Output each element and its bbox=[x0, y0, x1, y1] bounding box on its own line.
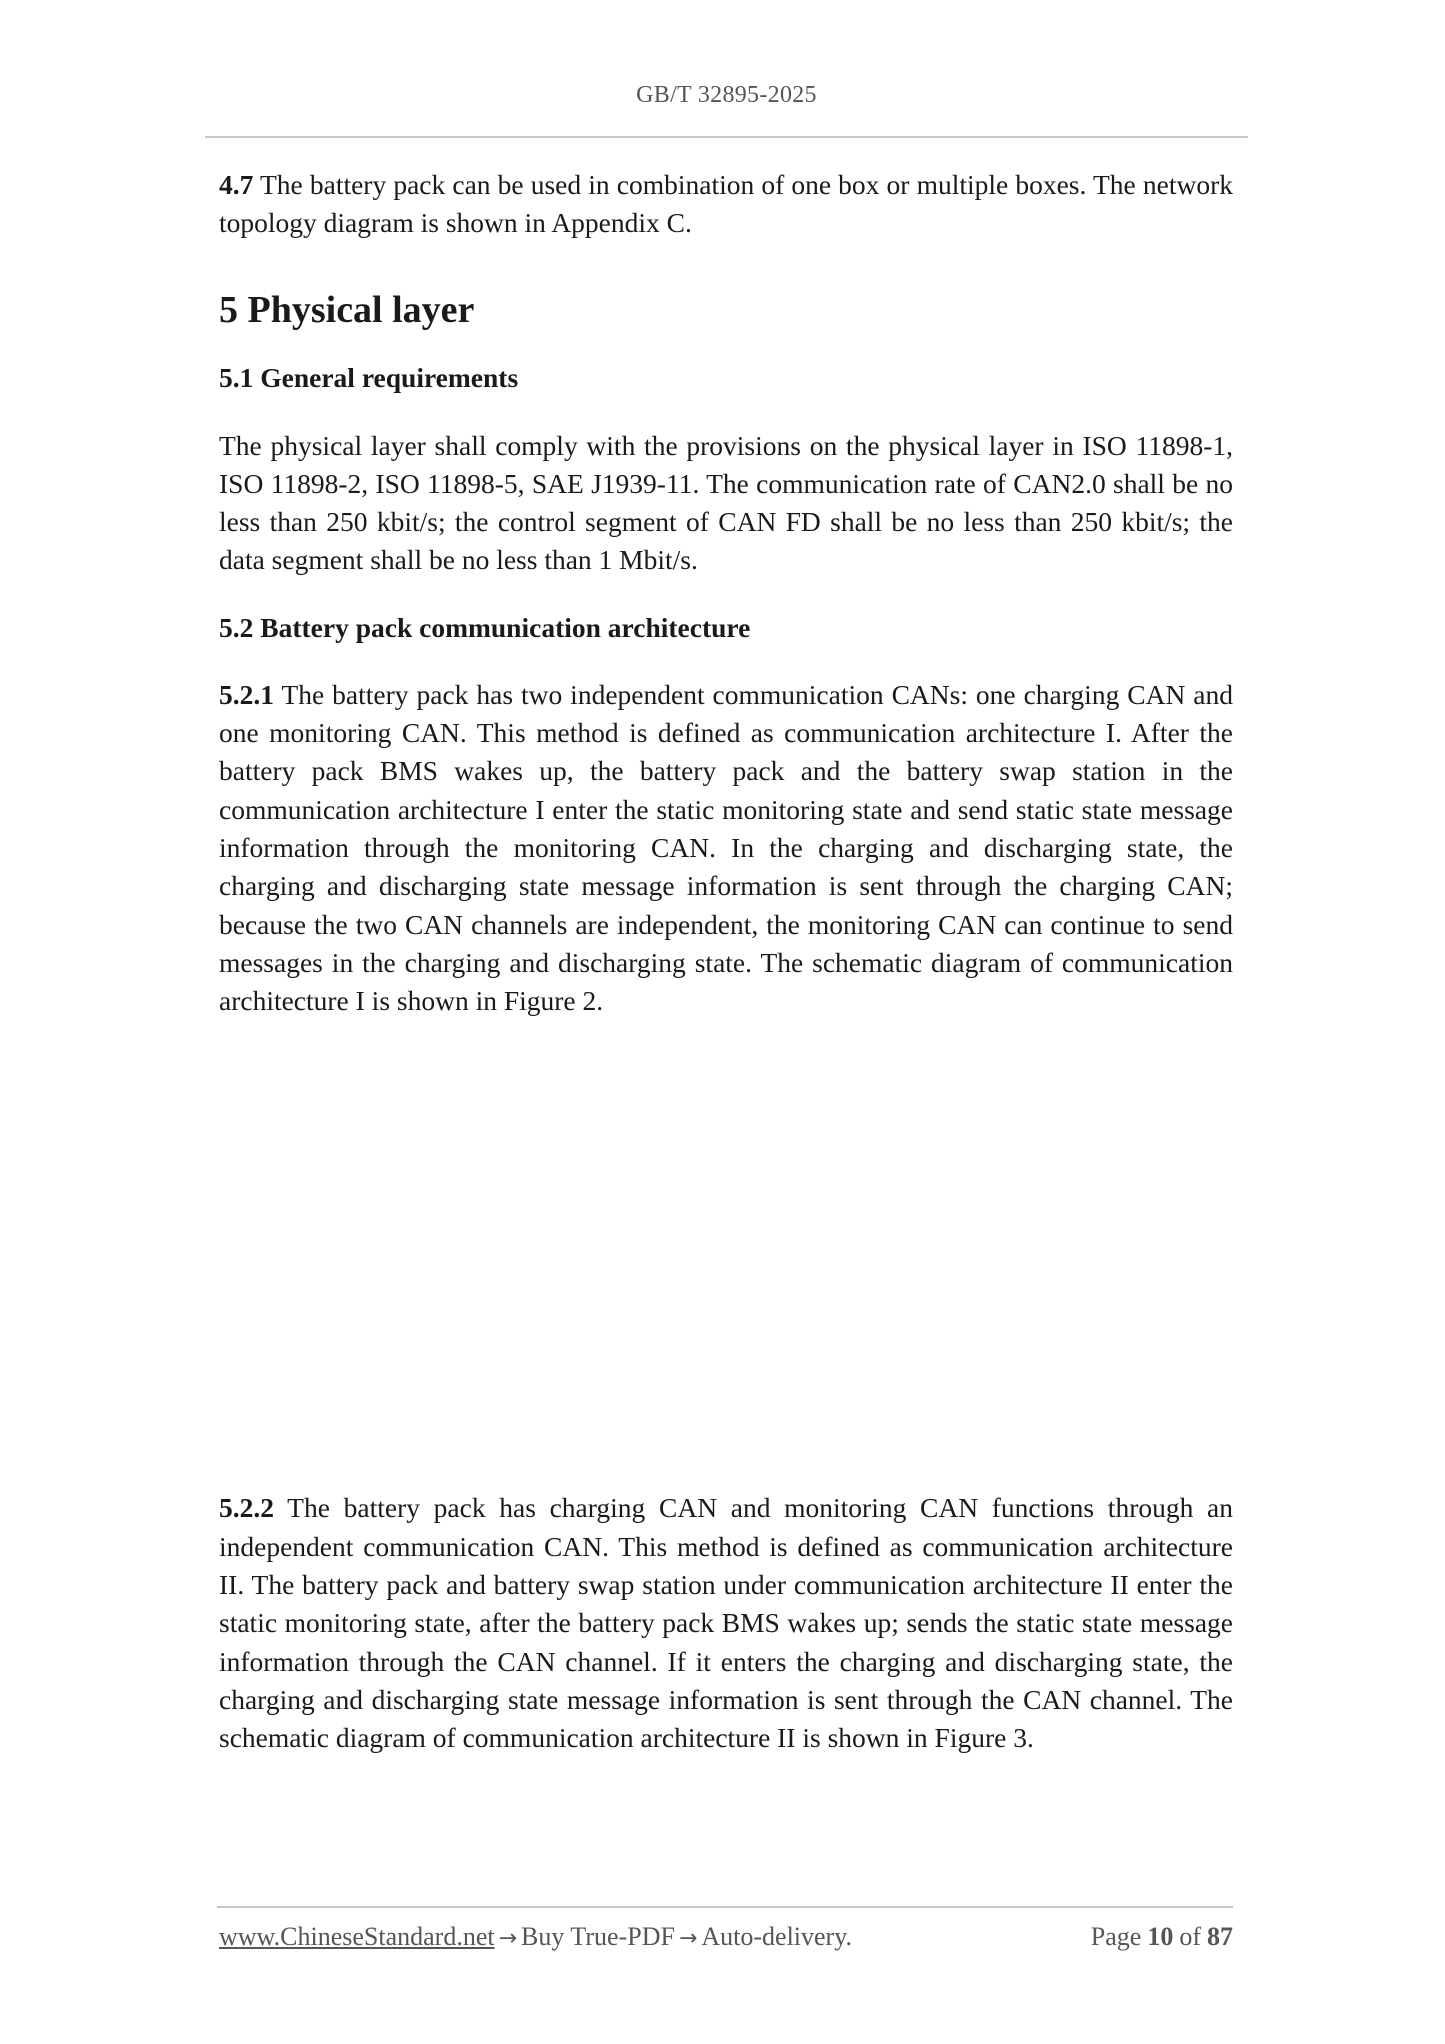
site-link[interactable]: www.ChineseStandard.net bbox=[219, 1922, 495, 1951]
clause-number: 5.2.2 bbox=[219, 1492, 274, 1524]
paragraph-5-2-1 bbox=[219, 676, 1233, 1021]
clause-number: 4.7 bbox=[219, 169, 254, 200]
document-body bbox=[219, 166, 1233, 1758]
paragraph-text: The battery pack has charging CAN and monitoring CAN functions through an independent communication CAN. This method is defined as communication architecture II. The battery pack and battery swap station under communication architecture II enter the static monitoring state, after the battery pack BMS wakes up; sends the static state message information through the CAN channel. If it enters the charging and discharging state, the charging and discharging state message information is sent through the CAN channel. The schematic diagram of communication architecture II is shown in Figure 3. bbox=[219, 1492, 1233, 1754]
paragraph-text: The battery pack has two independent communication CANs: one charging CAN and one monitoring CAN. This method is defined as communication architecture I. After the battery pack BMS wakes up, the battery pack and the battery swap station in the communication architecture I enter the static monitoring state and send static state message information through the monitoring CAN. In the charging and discharging state, the charging and discharging state message information is sent through the charging CAN; because the two CAN channels are independent, the monitoring CAN can continue to send messages in the charging and discharging state. The schematic diagram of communication architecture I is shown in Figure 2. bbox=[219, 678, 1233, 1017]
total-pages: 87 bbox=[1207, 1922, 1233, 1951]
paragraph-5-2-2 bbox=[219, 1489, 1233, 1757]
page-label: Page bbox=[1090, 1922, 1142, 1951]
paragraph-4-7 bbox=[219, 166, 1233, 243]
page-header: GB/T 32895-2025 bbox=[636, 82, 817, 108]
section-heading-5: 5 Physical layer bbox=[219, 288, 475, 331]
auto-delivery-text: Auto-delivery. bbox=[701, 1922, 853, 1951]
clause-number: 5.2.1 bbox=[219, 678, 274, 710]
arrow-right-icon: → bbox=[678, 1926, 698, 1951]
paragraph-text: The battery pack can be used in combination of one box or multiple boxes. The network topology diagram is shown in Appendix C. bbox=[219, 169, 1233, 239]
footer-divider bbox=[217, 1906, 1233, 1908]
of-label: of bbox=[1179, 1922, 1201, 1951]
section-heading-5-2: 5.2 Battery pack communication architecture bbox=[219, 611, 751, 643]
page-footer bbox=[219, 1922, 1233, 1952]
section-heading-5-1: 5.1 General requirements bbox=[219, 361, 519, 393]
arrow-right-icon: → bbox=[498, 1926, 518, 1951]
figure-placeholder bbox=[219, 1020, 1233, 1489]
paragraph-5-1: The physical layer shall comply with the provisions on the physical layer in ISO 11898-1, ISO 11898-2, ISO 11898-5, SAE J1939-11. The communication rate of CAN2.0 shall be no less than 250 kbit/s; the control segment of CAN FD shall be no less than 250 kbit/s; the data segment shall be no less than 1 Mbit/s. bbox=[219, 429, 1233, 576]
header-divider bbox=[205, 136, 1248, 138]
page-number bbox=[1091, 1922, 1233, 1952]
footer-links bbox=[219, 1922, 852, 1952]
current-page: 10 bbox=[1147, 1922, 1174, 1951]
buy-true-pdf-text: Buy True-PDF bbox=[521, 1922, 675, 1951]
